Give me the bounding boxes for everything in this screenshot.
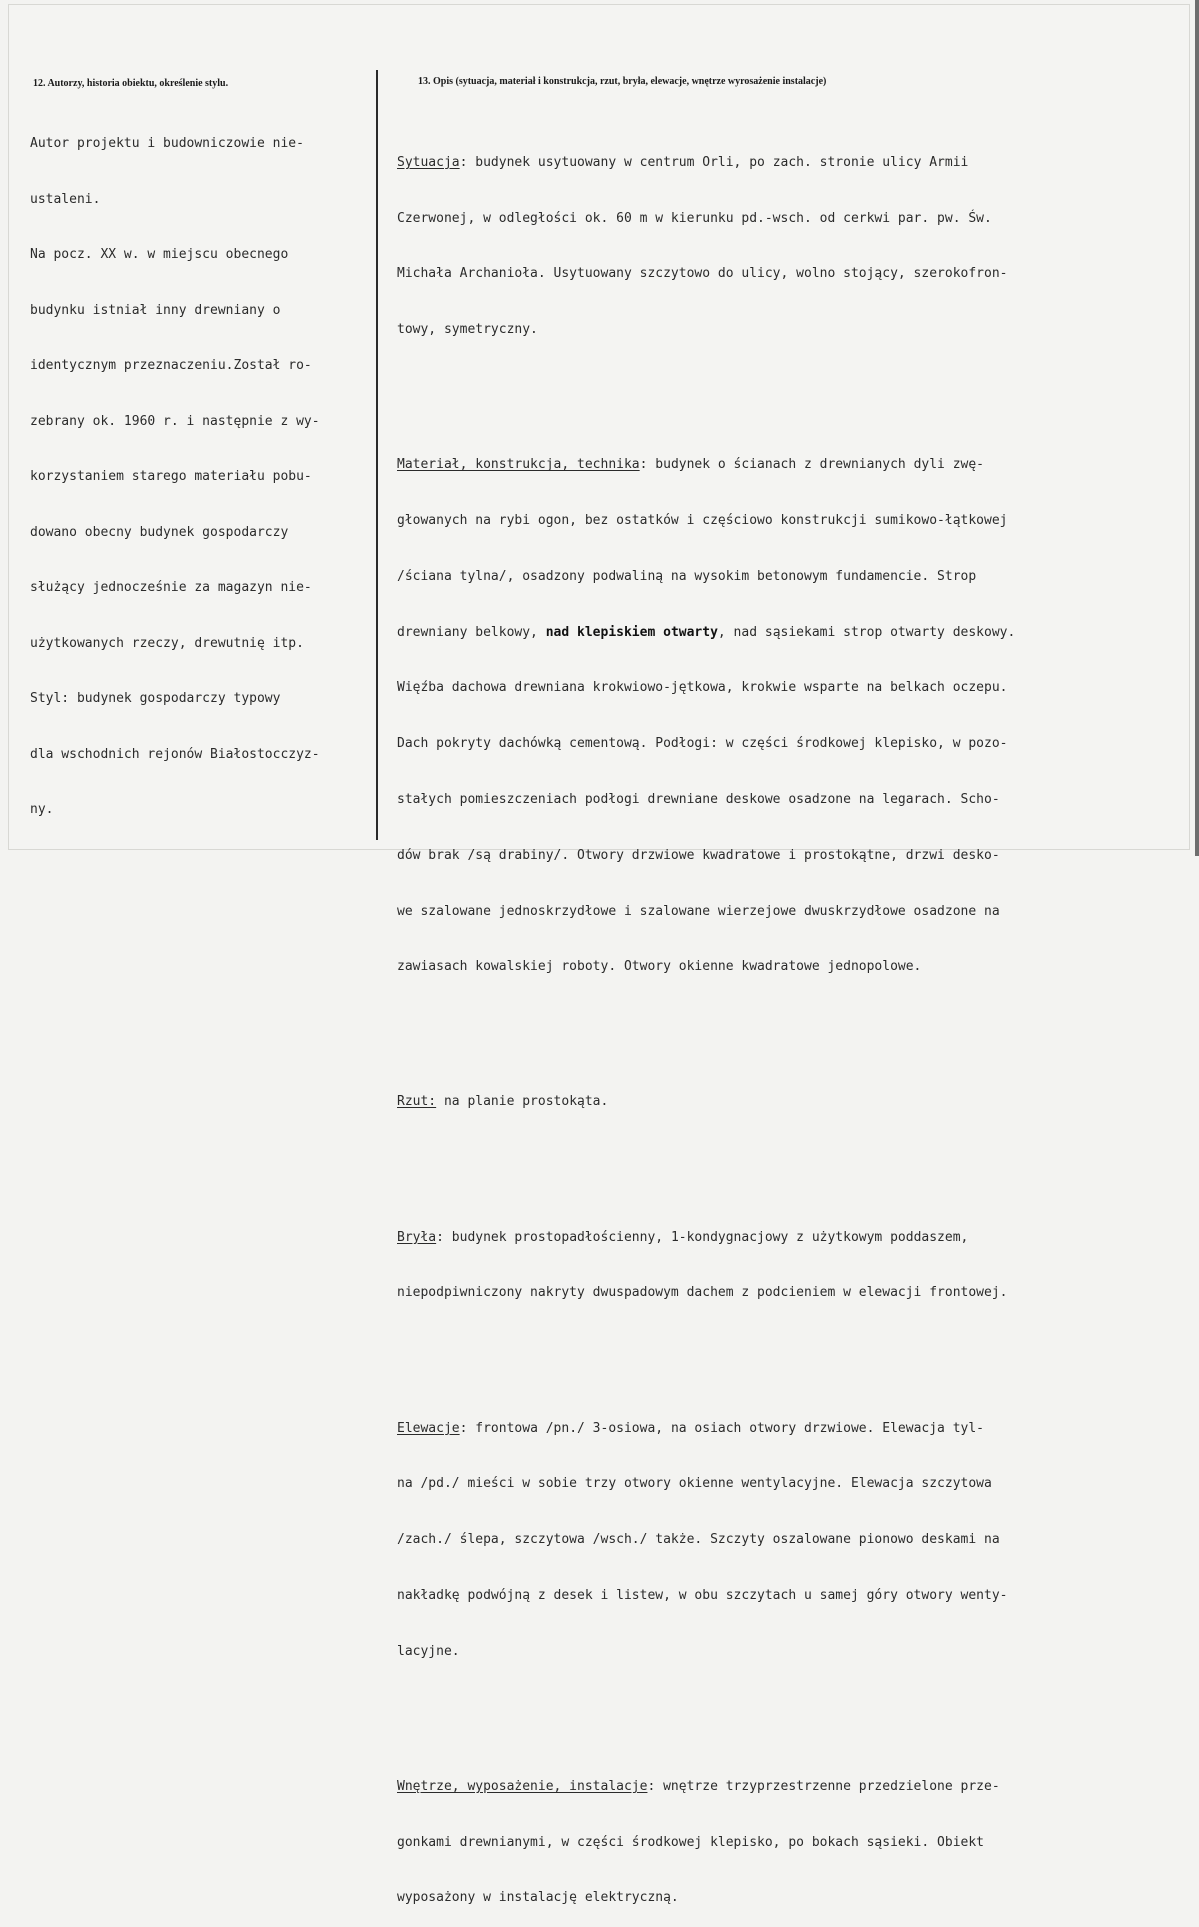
- text-line-emphasis: [397, 624, 1015, 643]
- text-line: zebrany ok. 1960 r. i następnie z wy-: [30, 413, 320, 429]
- text-line: dla wschodnich rejonów Białostocczyz-: [30, 746, 320, 762]
- text-line: Więźba dachowa drewniana krokwiowo-jętkowa, krokwie wsparte na belkach oczepu.: [397, 680, 1008, 696]
- text-line: budynku istniał inny drewniany o: [30, 302, 281, 318]
- section-situation-first-line: [397, 154, 1015, 173]
- text-line: ustaleni.: [30, 191, 101, 207]
- text-line: towy, symetryczny.: [397, 322, 538, 338]
- text-fragment: : wnętrze trzyprzestrzenne przedzielone prze-: [647, 1778, 1000, 1794]
- text-fragment: : budynek usytuowany w centrum Orli, po zach. stronie ulicy Armii: [459, 154, 969, 170]
- text-fragment: : budynek o ścianach z drewnianych dyli zwę-: [639, 457, 985, 473]
- section-heading-situation: Sytuacja: [397, 154, 460, 170]
- text-line: dowano obecny budynek gospodarczy: [30, 524, 289, 540]
- text-line: Na pocz. XX w. w miejscu obecnego: [30, 247, 289, 262]
- text-fragment: na planie prostokąta.: [436, 1094, 609, 1110]
- description-text: [397, 98, 1015, 1927]
- text-line: głowanych na rybi ogon, bez ostatków i częściowo konstrukcji sumikowo-łątkowej: [397, 513, 1008, 529]
- field-label-authors: 12. Autorzy, historia obiektu, określenie stylu.: [33, 78, 229, 89]
- field-label-description: 13. Opis (sytuacja, materiał i konstrukcja, rzut, bryła, elewacje, wnętrze wyrosażenie instalacje): [418, 76, 827, 87]
- text-line: lacyjne.: [397, 1643, 460, 1659]
- text-line: niepodpiwniczony nakryty dwuspadowym dachem z podcieniem w elewacji frontowej.: [397, 1285, 1008, 1301]
- text-line: Michała Archanioła. Usytuowany szczytowo do ulicy, wolno stojący, szerokofron-: [397, 266, 1008, 282]
- section-heading-material: Materiał, konstrukcja, technika: [397, 457, 640, 473]
- text-line: Styl: budynek gospodarczy typowy: [30, 691, 281, 706]
- section-form-first-line: [397, 1229, 1015, 1248]
- text-line: identycznym przeznaczeniu.Został ro-: [30, 358, 312, 373]
- text-fragment: : frontowa /pn./ 3-osiowa, na osiach otwory drzwiowe. Elewacja tyl-: [459, 1420, 985, 1436]
- text-fragment: drewniany belkowy,: [397, 624, 546, 640]
- column-divider: [376, 70, 378, 840]
- text-line: użytkowanych rzeczy, drewutnię itp.: [30, 635, 304, 651]
- text-line: Dach pokryty dachówką cementową. Podłogi: w części środkowej klepisko, w pozo-: [397, 736, 1008, 752]
- text-line: wyposażony w instalację elektryczną.: [397, 1890, 679, 1906]
- text-line: Czerwonej, w odległości ok. 60 m w kierunku pd.-wsch. od cerkwi par. pw. Św.: [397, 210, 992, 226]
- section-heading-interior: Wnętrze, wyposażenie, instalacje: [397, 1778, 648, 1794]
- text-line: ny.: [30, 802, 54, 817]
- text-line: /ściana tylna/, osadzony podwaliną na wysokim betonowym fundamencie. Strop: [397, 568, 977, 584]
- emphasis-text: nad klepiskiem otwarty: [545, 624, 718, 640]
- text-fragment: , nad sąsiekami strop otwarty deskowy.: [717, 624, 1016, 640]
- text-fragment: : budynek prostopadłościenny, 1-kondygnacjowy z użytkowym poddaszem,: [436, 1229, 969, 1245]
- section-heading-form: Bryła: [397, 1229, 437, 1245]
- section-heading-elevations: Elewacje: [397, 1420, 460, 1436]
- section-interior-first-line: [397, 1778, 1015, 1797]
- text-line: służący jednocześnie za magazyn nie-: [30, 580, 312, 595]
- section-elevations-first-line: [397, 1420, 1015, 1439]
- text-line: dów brak /są drabiny/. Otwory drzwiowe kwadratowe i prostokątne, drzwi desko-: [397, 847, 1000, 863]
- authors-history-text: [30, 98, 320, 838]
- section-heading-plan: Rzut:: [397, 1094, 437, 1110]
- text-line: korzystaniem starego materiału pobu-: [30, 469, 312, 484]
- card-edge: [1195, 0, 1199, 856]
- text-line: gonkami drewnianymi, w części środkowej klepisko, po bokach sąsieki. Obiekt: [397, 1834, 984, 1850]
- text-line: nakładkę podwójną z desek i listew, w obu szczytach u samej góry otwory wenty-: [397, 1587, 1008, 1603]
- text-line: /zach./ ślepa, szczytowa /wsch./ także. Szczyty oszalowane pionowo deskami na: [397, 1532, 1000, 1548]
- text-line: stałych pomieszczeniach podłogi drewniane deskowe osadzone na legarach. Scho-: [397, 791, 1000, 807]
- section-plan-first-line: [397, 1093, 1015, 1112]
- text-line: we szalowane jednoskrzydłowe i szalowane wierzejowe dwuskrzydłowe osadzone na: [397, 903, 1000, 919]
- text-line: Autor projektu i budowniczowie nie-: [30, 136, 304, 151]
- text-line: na /pd./ mieści w sobie trzy otwory okienne wentylacyjne. Elewacja szczytowa: [397, 1476, 992, 1492]
- text-line: zawiasach kowalskiej roboty. Otwory okienne kwadratowe jednopolowe.: [397, 959, 922, 975]
- section-material-first-line: [397, 456, 1015, 475]
